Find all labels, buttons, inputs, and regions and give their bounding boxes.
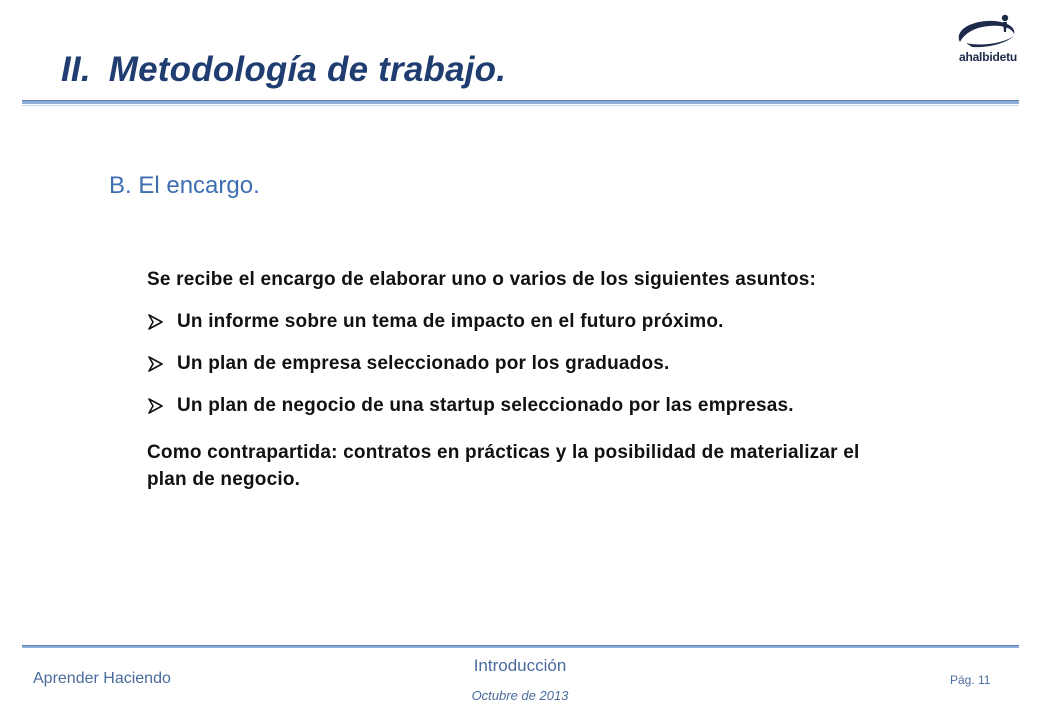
footer-date: Octubre de 2013 bbox=[471, 688, 569, 703]
bullet-text: Un informe sobre un tema de impacto en el futuro próximo. bbox=[177, 311, 724, 332]
body-content bbox=[147, 269, 987, 512]
list-item bbox=[147, 311, 987, 333]
title-number: II. bbox=[61, 50, 91, 89]
section-subtitle: B. El encargo. bbox=[109, 172, 260, 199]
slide-title bbox=[61, 50, 506, 90]
footer-divider bbox=[22, 645, 1019, 648]
bullet-text: Un plan de empresa seleccionado por los graduados. bbox=[177, 353, 670, 374]
footer-section-title: Introducción bbox=[473, 656, 567, 675]
arrowhead-bullet-icon bbox=[147, 314, 163, 330]
logo-text: ahalbidetu bbox=[958, 50, 1017, 64]
ahalbidetu-logo bbox=[950, 12, 1026, 70]
header-divider bbox=[22, 100, 1019, 104]
bullet-text: Un plan de negocio de una startup seleccionado por las empresas. bbox=[177, 395, 794, 416]
closing-paragraph: Como contrapartida: contratos en prácticas y la posibilidad de materializar el plan de negocio. bbox=[147, 442, 860, 490]
footer-left-text: Aprender Haciendo bbox=[33, 670, 171, 687]
title-text: Metodología de trabajo. bbox=[108, 50, 507, 89]
bullet-list bbox=[147, 311, 987, 417]
arrowhead-bullet-icon bbox=[147, 398, 163, 414]
intro-paragraph: Se recibe el encargo de elaborar uno o varios de los siguientes asuntos: bbox=[147, 269, 817, 290]
logo-swoosh-icon bbox=[950, 12, 1026, 52]
page-number: Pág. 11 bbox=[950, 673, 991, 687]
arrowhead-bullet-icon bbox=[147, 356, 163, 372]
list-item bbox=[147, 353, 987, 375]
list-item bbox=[147, 395, 987, 417]
